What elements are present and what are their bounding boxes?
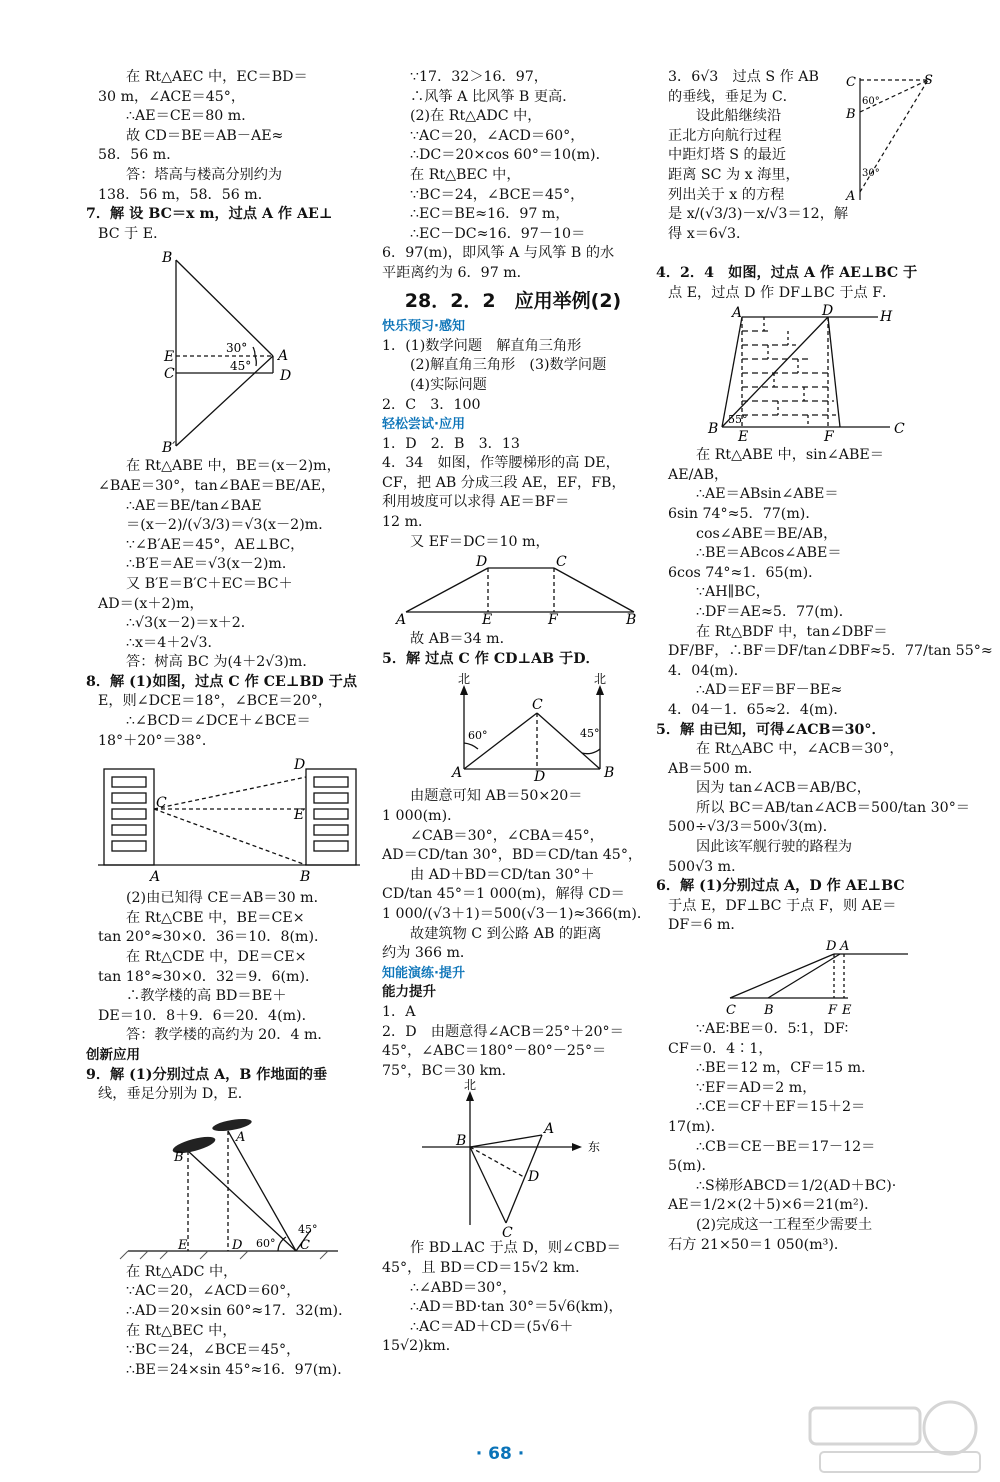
text-line: 线，垂足分别为 D，E． xyxy=(98,1086,252,1103)
category-heading: 创新应用 xyxy=(86,1047,140,1063)
text-line: ∵AH∥BC， xyxy=(696,584,770,601)
label-north: 北 xyxy=(464,1078,477,1093)
text-line: ∴EC－DC≈16．97－10＝ xyxy=(410,225,586,242)
label-C: C xyxy=(300,1237,310,1253)
figure-dam-section xyxy=(668,939,930,1019)
text-line: 的垂线，垂足为 C． xyxy=(668,88,797,105)
label-A: A xyxy=(544,1121,555,1138)
text-line: tan 18°≈30×0．32＝9．6(m)． xyxy=(98,968,320,985)
label-A: A xyxy=(236,1129,246,1145)
text-line: 1 000/(√3＋1)＝500(√3－1)≈366(m)． xyxy=(382,906,652,922)
label-C: C xyxy=(532,697,543,714)
text-line: ∵BC＝24，∠BCE＝45°， xyxy=(410,186,585,203)
label-E: E xyxy=(842,1003,852,1019)
text-line: (4)实际问题 xyxy=(410,376,487,393)
text-line: ∠CAB＝30°，∠CBA＝45°， xyxy=(410,827,604,844)
text-line: 平距离约为 6．97 m． xyxy=(382,264,531,281)
text-line: 45°，∠ABC＝180°－80°－25°＝ xyxy=(382,1043,607,1060)
text-line: 由 AD＋BD＝CD/tan 30°＋ xyxy=(410,866,595,883)
text-line: 1 000(m)． xyxy=(382,808,462,825)
text-line: ∴∠ABD＝30°， xyxy=(410,1279,517,1296)
tag-practice: 知能演练·提升 xyxy=(382,965,465,981)
label-C: C xyxy=(502,1225,513,1242)
text-line: (2)完成这一工程至少需要土 xyxy=(696,1216,873,1233)
text-line: ∴AE＝ABsin∠ABE＝ xyxy=(696,486,839,503)
text-line: ∵∠B′AE＝45°，AE⊥BC， xyxy=(126,536,305,553)
figure-lighthouse xyxy=(844,72,934,208)
text-line: 18°＋20°＝38°． xyxy=(98,732,217,749)
label-E: E xyxy=(738,429,749,446)
label-B: B xyxy=(764,1003,774,1019)
text-line: 故建筑物 C 到公路 AB 的距离 xyxy=(410,925,602,942)
label-D: D xyxy=(232,1237,243,1253)
text-line: ∵AC＝20，∠ACD＝60°， xyxy=(410,127,585,144)
text-line: 在 Rt△BEC 中， xyxy=(410,166,521,183)
label-B: B xyxy=(174,1149,184,1165)
label-C: C xyxy=(726,1003,736,1019)
angle-45: 45° xyxy=(580,727,600,741)
text-line: ∴CB＝CE－BE＝17－12＝ xyxy=(696,1138,876,1155)
text-line: 3．6√3 过点 S 作 AB xyxy=(668,69,819,85)
label-north-2: 北 xyxy=(594,672,607,687)
text-line: ∴AD＝20×sin 60°≈17．32(m)． xyxy=(126,1302,353,1319)
text-line: 在 Rt△AEC 中，EC＝BD＝ xyxy=(126,69,308,85)
label-E: E xyxy=(482,612,493,629)
text-line: AB＝500 m． xyxy=(668,760,763,777)
label-D: D xyxy=(280,368,292,385)
text-line: 在 Rt△ABE 中，BE＝(x－2)m， xyxy=(126,458,341,475)
label-B: B xyxy=(604,765,615,782)
question-7: 7．解 设 BC＝x m，过点 A 作 AE⊥ xyxy=(86,206,333,223)
text-line: 作 BD⊥AC 于点 D，则∠CBD＝ xyxy=(410,1240,621,1257)
text-line: ∴教学楼的高 BD＝BE＋ xyxy=(126,988,287,1005)
label-A: A xyxy=(840,939,850,955)
text-line: ∴CE＝CF＋EF＝15＋2＝ xyxy=(696,1099,866,1116)
text-line: 30 m，∠ACE＝45°， xyxy=(98,88,246,105)
text-line: ∴BE＝ABcos∠ABE＝ xyxy=(696,545,842,562)
text-line: ∵AE∶BE＝0．5∶1，DF∶ xyxy=(696,1021,849,1038)
label-D: D xyxy=(822,303,834,320)
label-D: D xyxy=(476,554,488,571)
text-line: ∴EC＝BE≈16．97 m， xyxy=(410,206,570,223)
text-line: 中距灯塔 S 的最近 xyxy=(668,147,787,164)
label-C: C xyxy=(846,75,856,90)
label-D: D xyxy=(528,1169,540,1186)
text-line: 2．D 由题意得∠ACB＝25°＋20°＝ xyxy=(382,1023,624,1040)
text-line: 1．D 2．B 3．13 xyxy=(382,435,520,452)
label-E: E xyxy=(294,807,305,824)
text-line: 6sin 74°≈5．77(m)． xyxy=(668,505,820,522)
text-line: 12 m． xyxy=(382,514,433,531)
text-line: 所以 BC＝AB/tan∠ACB＝500/tan 30°＝ xyxy=(696,799,970,816)
text-line: E，则∠DCE＝18°，∠BCE＝20°， xyxy=(98,693,333,710)
label-B: B xyxy=(846,107,856,122)
text-line: 在 Rt△CBE 中，BE＝CE× xyxy=(126,909,305,926)
label-F: F xyxy=(548,612,558,629)
text-line: 故 CD＝BE＝AB－AE≈ xyxy=(126,127,284,144)
text-line: ∴x＝4＋2√3． xyxy=(126,634,222,651)
text-line: (2)由已知得 CE＝AB＝30 m． xyxy=(126,890,328,907)
label-B: B xyxy=(300,869,311,886)
figure-buildings xyxy=(98,755,360,885)
text-line: 17(m)． xyxy=(668,1119,725,1135)
text-line: 45°，且 BD＝CD＝15√2 km． xyxy=(382,1259,590,1276)
text-line: 在 Rt△ABC 中，∠ACB＝30°， xyxy=(696,741,904,758)
text-line: 1．(1)数学问题 解直角三角形 xyxy=(382,337,582,354)
text-line: (2)在 Rt△ADC 中， xyxy=(410,108,542,125)
angle-30: 30° xyxy=(226,341,248,356)
text-line: 138．56 m，58．56 m． xyxy=(98,186,272,203)
text-line: 500÷√3/3＝500√3(m)． xyxy=(668,819,837,836)
tag-try: 轻松尝试·应用 xyxy=(382,417,465,433)
text-line: 利用坡度可以求得 AE＝BF＝ xyxy=(382,494,570,511)
text-line: ∴AE＝BE/tan∠BAE xyxy=(126,497,262,514)
category-heading: 能力提升 xyxy=(382,984,436,1001)
angle-30: 30° xyxy=(862,168,880,179)
text-line: 又 EF＝DC＝10 m， xyxy=(410,533,550,550)
watermark-logo-icon xyxy=(800,1398,990,1478)
text-line: 在 Rt△ADC 中， xyxy=(126,1263,238,1280)
angle-60: 60° xyxy=(468,729,488,743)
angle-45: 45° xyxy=(298,1222,318,1236)
text-line: ∴BE＝24×sin 45°≈16．97(m)． xyxy=(126,1361,352,1378)
text-line: CD/tan 45°＝1 000(m)，解得 CD＝ xyxy=(382,886,625,903)
label-B: B xyxy=(456,1133,467,1150)
text-line: ∴∠BCD＝∠DCE＋∠BCE＝ xyxy=(126,713,311,730)
label-B: B xyxy=(708,421,719,438)
text-line: 在 Rt△BEC 中， xyxy=(126,1322,237,1339)
question-8: 8．解 (1)如图，过点 C 作 CE⊥BD 于点 xyxy=(86,673,358,690)
label-A: A xyxy=(452,765,463,782)
label-A: A xyxy=(396,612,407,629)
figure-compass xyxy=(382,1078,644,1242)
text-line: 答：教学楼的高约为 20．4 m． xyxy=(126,1027,332,1044)
text-line: 15√2)km． xyxy=(382,1338,460,1355)
text-line: ∠BAE＝30°，tan∠BAE＝BE/AE， xyxy=(98,477,336,494)
question-6: 6．解 (1)分别过点 A，D 作 AE⊥BC xyxy=(656,878,905,895)
question-5: 5．解 过点 C 作 CD⊥AB 于D． xyxy=(382,650,600,667)
text-line: ∴S梯形ABCD＝1/2(AD＋BC)· xyxy=(696,1177,897,1194)
text-line: ∴风筝 A 比风筝 B 更高． xyxy=(410,88,577,105)
label-F: F xyxy=(824,429,834,446)
label-C: C xyxy=(894,421,905,438)
label-A: A xyxy=(846,189,856,204)
text-line: 于点 E，DF⊥BC 于点 F，则 AE＝ xyxy=(668,897,897,914)
text-line: DF/BF，∴BF＝DF/tan∠DBF≈5．77/tan 55°≈ xyxy=(668,643,993,660)
label-E: E xyxy=(164,349,175,366)
text-line: 75°，BC＝30 km． xyxy=(382,1062,516,1079)
label-D: D xyxy=(294,757,306,774)
text-line: AD＝(x＋2)m， xyxy=(98,595,204,612)
text-line: 又 B′E＝B′C＋EC＝BC＋ xyxy=(126,575,293,592)
text-line: ∵AC＝20，∠ACD＝60°， xyxy=(126,1283,301,1300)
text-line: 在 Rt△ABE 中，sin∠ABE＝ xyxy=(696,447,884,464)
text-line: 答：塔高与楼高分别约为 xyxy=(126,166,283,183)
label-B: B xyxy=(162,250,173,267)
text-line: 在 Rt△CDE 中，DE＝CE× xyxy=(126,949,307,966)
figure-tree-angles xyxy=(98,248,360,457)
text-line: AE＝1/2×(2＋5)×6＝21(m²)． xyxy=(668,1197,879,1214)
text-line: 5(m)． xyxy=(668,1158,716,1175)
text-line: 点 E，过点 D 作 DF⊥BC 于点 F． xyxy=(668,284,897,301)
column-3 xyxy=(656,68,993,1255)
tag-preview: 快乐预习·感知 xyxy=(382,319,465,335)
text-line: ＝(x－2)/(√3/3)＝√3(x－2)m． xyxy=(126,517,333,534)
figure-north-bearing xyxy=(382,672,644,786)
text-line: 设此船继续沿 xyxy=(696,108,782,125)
section-heading: 28．2．2 应用举例(2) xyxy=(404,289,622,312)
text-line: ∵EF＝AD＝2 m， xyxy=(696,1079,817,1096)
text-line: BC 于 E． xyxy=(98,225,168,242)
label-B: B xyxy=(626,612,637,629)
text-line: 6．97(m)，即风筝 A 与风筝 B 的水 xyxy=(382,245,615,262)
angle-55: 55° xyxy=(728,413,748,427)
text-line: AD＝CD/tan 30°，BD＝CD/tan 45°， xyxy=(382,847,643,864)
text-line: 列出关于 x 的方程 xyxy=(668,186,785,203)
text-line: AE/AB， xyxy=(668,466,729,483)
label-D: D xyxy=(534,769,546,786)
text-line: 4．34 如图，作等腰梯形的高 DE， xyxy=(382,455,620,472)
text-line: ∵17．32＞16．97， xyxy=(410,69,548,85)
text-line: 距离 SC 为 x 海里， xyxy=(668,166,800,183)
text-line: 石方 21×50＝1 050(m³)． xyxy=(668,1236,849,1253)
text-line: 因此该军舰行驶的路程为 xyxy=(696,839,853,856)
label-E: E xyxy=(178,1237,188,1253)
text-line: 58．56 m． xyxy=(98,147,181,164)
text-line: 由题意可知 AB＝50×20＝ xyxy=(410,788,583,805)
text-line: ∴AD＝BD·tan 30°＝5√6(km)， xyxy=(410,1299,623,1316)
text-line: ∴AE＝CE＝80 m． xyxy=(126,108,256,125)
text-line: ∴AC＝AD＋CD＝(5√6＋ xyxy=(410,1318,574,1335)
text-line: DF＝6 m． xyxy=(668,917,745,934)
label-A: A xyxy=(732,305,743,322)
text-line: 因为 tan∠ACB＝AB/BC， xyxy=(696,780,871,797)
figure-trapezoid xyxy=(382,554,644,629)
label-F: F xyxy=(828,1003,838,1019)
text-line: 1．A xyxy=(382,1003,416,1020)
label-east: 东 xyxy=(588,1140,601,1155)
page-number: · 68 · xyxy=(475,1444,525,1464)
label-north-1: 北 xyxy=(458,672,471,687)
text-line: 约为 366 m． xyxy=(382,945,475,962)
label-C: C xyxy=(556,554,567,571)
text-line: 得 x＝6√3． xyxy=(668,225,751,242)
label-S: S xyxy=(924,73,933,88)
angle-60: 60° xyxy=(256,1236,276,1250)
text-line: 故 AB＝34 m． xyxy=(410,631,514,648)
text-line: 6cos 74°≈1．65(m)． xyxy=(668,564,823,581)
text-line: DE＝10．8＋9．6＝20．4(m)． xyxy=(98,1007,316,1024)
text-line: 4．04(m)． xyxy=(668,662,748,679)
label-A: A xyxy=(150,869,161,886)
question-4: 4．2．4 如图，过点 A 作 AE⊥BC 于 xyxy=(656,265,918,281)
figure-kites xyxy=(98,1109,360,1259)
angle-45: 45° xyxy=(230,359,252,374)
text-line: 500√3 m． xyxy=(668,858,746,875)
text-line: 4．04－1．65≈2．4(m)． xyxy=(668,701,848,718)
text-line: ∴√3(x－2)＝x＋2． xyxy=(126,615,255,632)
text-line: ∴BE＝12 m，CF＝15 m． xyxy=(696,1060,876,1077)
text-line: ∴DF＝AE≈5．77(m)． xyxy=(696,603,853,620)
label-A: A xyxy=(278,348,289,365)
text-line: tan 20°≈30×0．36＝10．8(m)． xyxy=(98,929,329,946)
question-5: 5．解 由已知，可得∠ACB＝30°． xyxy=(656,721,886,738)
angle-60: 60° xyxy=(862,96,880,107)
text-line: 答：树高 BC 为(4＋2√3)m． xyxy=(126,654,317,671)
label-D: D xyxy=(826,939,837,955)
figure-embankment xyxy=(668,303,930,446)
column-1 xyxy=(86,68,360,1380)
label-C: C xyxy=(164,366,175,383)
question-9: 9．解 (1)分别过点 A，B 作地面的垂 xyxy=(86,1066,328,1083)
text-line: CF＝0．4∶1， xyxy=(668,1040,773,1057)
question-3-block xyxy=(668,68,933,264)
text-line: 是 x/(√3/3)－x/√3＝12，解 xyxy=(668,206,849,223)
label-B-prime: B′ xyxy=(162,440,176,457)
text-line: 在 Rt△BDF 中，tan∠DBF＝ xyxy=(696,623,888,640)
text-line: (2)解直角三角形 (3)数学问题 xyxy=(410,357,607,374)
text-line: CF，把 AB 分成三段 AE，EF，FB， xyxy=(382,474,626,491)
text-line: 2．C 3．100 xyxy=(382,396,481,413)
label-H: H xyxy=(880,309,893,326)
text-line: ∴DC＝20×cos 60°＝10(m)． xyxy=(410,147,610,164)
text-line: ∴B′E＝AE＝√3(x－2)m． xyxy=(126,556,297,573)
text-line: ∴AD＝EF＝BF－BE≈ xyxy=(696,682,843,699)
text-line: 正北方向航行过程 xyxy=(668,127,782,144)
text-line: ∵BC＝24，∠BCE＝45°， xyxy=(126,1342,301,1359)
label-C: C xyxy=(156,795,167,812)
text-line: cos∠ABE＝BE/AB， xyxy=(696,525,838,542)
column-2 xyxy=(382,68,652,1357)
